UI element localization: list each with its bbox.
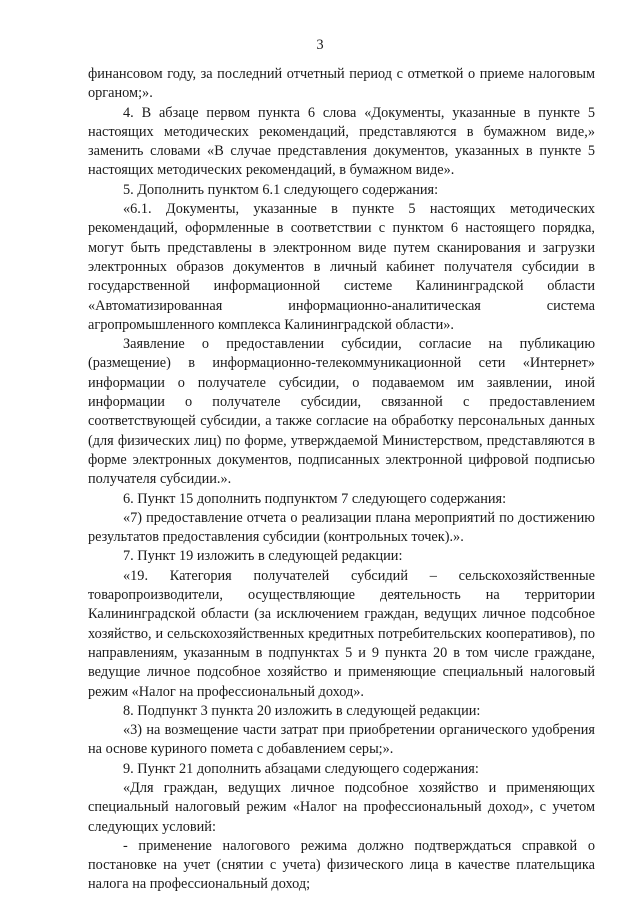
document-body [88,65,595,895]
paragraph-quote-6-1: «6.1. Документы, указанные в пункте 5 настоящих методических рекомендаций, оформленные в соответствии с пунктом 6 настоящего порядка, могут быть представлены в электронном виде путем сканирования и загрузки электронных образов документов в личный кабинет получателя субсидии в государственной информационной системе Калининградской области «Автоматизированная информационно-аналитическая система агропромышленного комплекса Калининградской области». [88,201,595,333]
paragraph-quote-citizens: «Для граждан, ведущих личное подсобное хозяйство и применяющих специальный налоговый режим «Налог на профессиональный доход», с учетом следующих условий: [88,779,595,835]
paragraph-item-5: 5. Дополнить пунктом 6.1 следующего содержания: [123,181,439,198]
paragraph-item-4: 4. В абзаце первом пункта 6 слова «Документы, указанные в пункте 5 настоящих методических рекомендаций, представляются в бумажном виде,» заменить словами «В случае представления документов, указанных в пункте 5 настоящих методических рекомендаций, в бумажном виде». [88,104,595,179]
paragraph-condition-1: - применение налогового режима должно подтверждаться справкой о постановке на учет (снятии с учета) физического лица в качестве плательщика налога на профессиональный доход; [88,837,595,893]
paragraph-1-continuation: финансовом году, за последний отчетный период с отметкой о приеме налоговым органом;». [88,66,595,102]
paragraph-item-8: 8. Подпункт 3 пункта 20 изложить в следующей редакции: [123,702,481,719]
paragraph-application: Заявление о предоставлении субсидии, согласие на публикацию (размещение) в информационно-телекоммуникационной сети «Интернет» информации о получателе субсидии, о подаваемом им заявлении, иной информации о получателе субсидии, связанной с предоставлением соответствующей субсидии, а также согласие на обработку персональных данных (для физических лиц) по форме, утверждаемой Министерством, представляются в форме электронных документов, подписанных электронной цифровой подписью получателя субсидии.». [88,336,595,488]
page-number: 3 [316,37,324,53]
paragraph-quote-7: «7) предоставление отчета о реализации плана мероприятий по достижению результатов предоставления субсидии (контрольных точек).». [88,509,595,546]
paragraph-quote-19: «19. Категория получателей субсидий – сельскохозяйственные товаропроизводители, осуществляющие деятельность на территории Калининградской области (за исключением граждан, ведущих личное подсобное хозяйство, и сельскохозяйственных кредитных потребительских кооперативов), по направлениям, указанным в подпунктах 5 и 9 пункта 20 в том числе граждане, ведущие личное подсобное хозяйство и применяющие специальный налоговый режим «Налог на профессиональный доход». [88,567,595,700]
paragraph-item-9: 9. Пункт 21 дополнить абзацами следующего содержания: [123,760,479,777]
paragraph-item-7: 7. Пункт 19 изложить в следующей редакции: [123,548,403,565]
paragraph-item-6: 6. Пункт 15 дополнить подпунктом 7 следующего содержания: [123,490,507,507]
paragraph-quote-3: «3) на возмещение части затрат при приобретении органического удобрения на основе куриного помета с добавлением серы;». [88,722,595,758]
